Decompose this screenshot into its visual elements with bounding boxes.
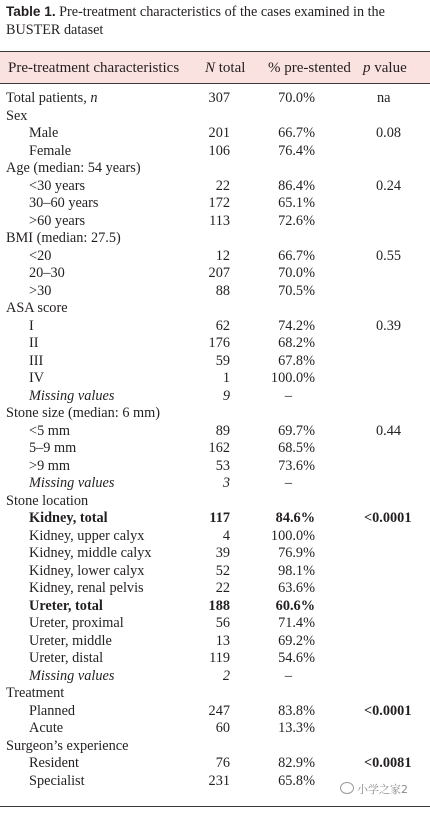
row-label-text: Kidney, upper calyx [29,527,145,544]
row-label [6,738,128,756]
row-label [29,580,144,598]
row-pct-prestented: 100.0% [270,527,315,544]
row-pct-prestented: 76.4% [278,142,315,159]
row-n-total: 1 [222,370,230,386]
row-label [6,160,141,178]
row-p-value: 0.44 [376,422,402,439]
row-n-total: 22 [215,177,230,194]
row-pct-prestented: 83.8% [278,702,315,719]
row-label [6,493,88,511]
row-label-text: III [29,352,44,369]
header-characteristics: Pre-treatment characteristics [8,60,180,76]
table-row [0,545,430,563]
table-row [0,633,430,651]
row-label [29,335,39,353]
row-label-text: BMI (median: 27.5) [6,230,121,246]
row-label [29,563,144,581]
row-n-total: 56 [215,615,230,631]
table-bottom-rule [0,806,430,807]
row-label [6,300,68,318]
row-label-text: >9 mm [29,457,71,474]
row-label [29,195,98,213]
wechat-icon [340,782,354,794]
row-label [6,685,64,703]
watermark-text: 小学之家2 [357,783,408,796]
row-pct-prestented: 70.0% [278,90,315,106]
row-label-text: Ureter, proximal [29,615,124,631]
row-n-total: 60 [215,720,230,736]
row-pct-prestented: 68.2% [278,335,315,351]
row-label-text: 5–9 mm [29,440,77,456]
row-pct-prestented: 100.0% [270,370,315,386]
table-row [0,440,430,458]
row-label-text: IV [29,370,45,386]
row-label-text: 20–30 [29,265,65,281]
row-label [29,650,103,668]
row-n-total: 3 [222,475,230,491]
row-n-total: 207 [208,265,230,281]
row-n-total: 2 [222,667,230,684]
row-label [29,633,112,651]
row-n-total: 88 [215,282,230,299]
table-row [0,213,430,231]
table-row [0,125,430,143]
row-label-text: Resident [29,755,80,771]
row-n-total: 76 [215,755,230,771]
row-label [29,143,71,161]
row-label-text: <5 mm [29,422,71,439]
table-body [0,90,430,790]
table-row [0,108,430,126]
row-label [29,598,103,616]
row-n-total: 176 [208,335,230,351]
row-n-total: 188 [208,597,230,614]
row-label-text: Kidney, lower calyx [29,562,145,579]
row-pct-prestented: 82.9% [278,755,315,771]
table-row [0,458,430,476]
row-label [29,125,58,143]
row-label [29,668,114,686]
table-row [0,195,430,213]
table-row [0,528,430,546]
row-label [29,178,85,196]
row-label-text: Kidney, renal pelvis [29,580,144,596]
row-pct-prestented: 70.0% [278,265,315,281]
row-p-value: <0.0001 [364,702,412,719]
row-n-total: 62 [215,317,230,334]
table-row [0,90,430,108]
row-label-text: Missing values [29,387,115,404]
row-pct-prestented: 60.6% [275,597,315,614]
row-label-text: Specialist [29,772,85,789]
row-pct-prestented: 68.5% [278,440,315,456]
row-label-text: >60 years [29,212,86,229]
row-label-text: Ureter, middle [29,632,112,649]
row-n-total: 247 [208,702,230,719]
row-n-total: 117 [209,510,230,526]
row-pct-prestented: 73.6% [278,457,315,474]
row-label-text: Missing values [29,475,115,491]
row-n-total: 119 [209,650,230,666]
row-label-italic: n [90,90,98,106]
row-label [6,108,27,126]
row-label [6,405,160,423]
row-p-value: <0.0081 [364,755,412,771]
header-n-italic: N [205,60,216,76]
table-row [0,475,430,493]
table-row [0,143,430,161]
row-label [29,213,85,231]
row-label-text: Age (median: 54 years) [6,160,141,176]
row-label [29,265,65,283]
row-pct-prestented: 65.1% [278,195,315,211]
row-label-text: Treatment [6,685,65,701]
row-label-text: Surgeon’s experience [6,737,129,754]
row-label [29,388,114,406]
row-label [29,440,76,458]
row-pct-prestented: 71.4% [278,615,315,631]
row-label-text: 30–60 years [29,195,99,211]
row-pct-prestented: 72.6% [278,212,315,229]
table-caption [6,3,426,39]
table-row [0,685,430,703]
header-p-value [363,60,407,77]
row-label-text: Stone size (median: 6 mm) [6,405,161,421]
table-row [0,738,430,756]
row-pct-prestented: – [284,387,292,404]
row-pct-prestented: 54.6% [278,650,315,666]
row-label-text: Total patients, [6,90,91,106]
table-row [0,493,430,511]
row-n-total: 53 [215,457,230,474]
row-label [29,720,63,738]
row-n-total: 12 [215,247,230,264]
row-pct-prestented: 63.6% [278,580,315,596]
row-pct-prestented: 67.8% [278,352,315,369]
row-n-total: 22 [215,580,230,596]
row-label [29,318,34,336]
row-n-total: 89 [215,422,230,439]
row-n-total: 106 [208,142,230,159]
row-pct-prestented: 66.7% [278,247,315,264]
table-row [0,178,430,196]
row-label-text: Kidney, total [29,510,108,526]
header-n-rest: total [215,60,246,76]
row-label-text: Missing values [29,667,115,684]
row-n-total: 52 [215,562,230,579]
row-n-total: 162 [208,440,230,456]
row-label-text: I [29,317,34,334]
table-row [0,300,430,318]
table-row [0,160,430,178]
row-label-text: <20 [29,247,52,264]
table-row [0,580,430,598]
row-label-text: Male [29,125,59,141]
table-row [0,405,430,423]
row-label [6,90,98,108]
row-p-value: na [377,90,391,106]
row-n-total: 172 [208,195,230,211]
table-row [0,283,430,301]
table-caption-text: Pre-treatment characteristics of the cases examined in the BUSTER dataset [6,4,385,38]
table-row [0,335,430,353]
table-row [0,248,430,266]
row-pct-prestented: 98.1% [278,562,315,579]
row-label [29,615,124,633]
row-pct-prestented: 66.7% [278,125,315,141]
row-label-text: Sex [6,107,28,124]
row-label-text: >30 [29,282,52,299]
row-pct-prestented: 86.4% [278,177,315,194]
row-pct-prestented: 13.3% [278,720,315,736]
table-row [0,668,430,686]
table-row [0,423,430,441]
row-p-value: <0.0001 [364,510,412,526]
row-pct-prestented: 74.2% [278,317,315,334]
row-n-total: 9 [222,387,230,404]
row-pct-prestented: 69.7% [278,422,315,439]
row-n-total: 307 [208,90,230,106]
row-n-total: 13 [215,632,230,649]
row-label-text: Ureter, total [29,597,103,614]
row-label-text: Female [29,142,72,159]
table-row [0,650,430,668]
row-label-text: Kidney, middle calyx [29,545,152,561]
header-p-italic: p [363,60,371,76]
row-pct-prestented: – [284,475,292,491]
row-n-total: 113 [209,212,230,229]
row-pct-prestented: 69.2% [278,632,315,649]
row-pct-prestented: 70.5% [278,282,315,299]
row-label-text: ASA score [6,300,68,316]
row-n-total: 59 [215,352,230,369]
row-label [29,545,152,563]
row-label-text: Stone location [6,492,89,509]
row-label-text: II [29,335,39,351]
row-label [29,510,108,528]
row-label-text: Ureter, distal [29,650,104,666]
table-row [0,720,430,738]
row-pct-prestented: – [284,667,292,684]
table-row [0,598,430,616]
table-row [0,230,430,248]
table-row [0,703,430,721]
table-header [0,51,430,84]
row-label [29,248,51,266]
row-label [29,475,114,493]
row-label [29,755,79,773]
table-row [0,265,430,283]
table-caption-label: Table 1. [6,4,56,19]
table-row [0,510,430,528]
row-label [29,458,70,476]
row-n-total: 4 [222,527,230,544]
row-label-text: Planned [29,702,76,719]
row-p-value: 0.24 [376,177,402,194]
header-p-rest: value [370,60,407,76]
table-row [0,388,430,406]
table-row [0,755,430,773]
row-label-text: <30 years [29,177,86,194]
row-label [6,230,121,248]
header-pct-prestented: % pre-stented [268,60,351,76]
table-row [0,563,430,581]
row-n-total: 231 [208,772,230,789]
row-label [29,703,75,721]
row-label-text: Acute [29,720,64,736]
row-label [29,353,43,371]
row-pct-prestented: 84.6% [275,510,315,526]
row-p-value: 0.08 [376,125,402,141]
row-n-total: 201 [208,125,230,141]
row-pct-prestented: 65.8% [278,772,315,789]
row-p-value: 0.39 [376,317,402,334]
row-n-total: 39 [215,545,230,561]
header-n-total [205,60,245,77]
row-p-value: 0.55 [376,247,402,264]
row-label [29,283,51,301]
table-row [0,353,430,371]
table-row [0,370,430,388]
row-pct-prestented: 76.9% [278,545,315,561]
row-label [29,528,144,546]
table-row [0,615,430,633]
row-label [29,370,44,388]
table-row [0,318,430,336]
row-label [29,773,85,791]
watermark [340,781,408,797]
row-label [29,423,70,441]
